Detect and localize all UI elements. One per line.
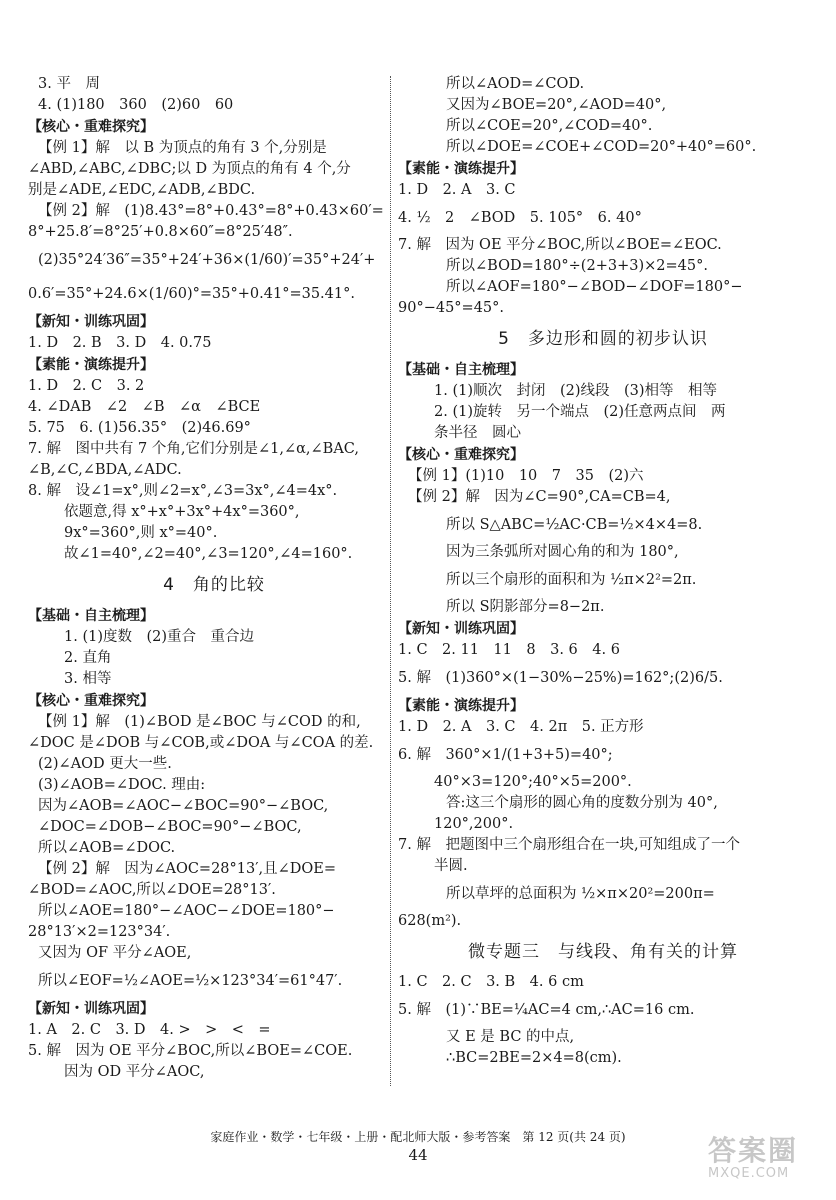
answer-line: 7. 解 图中共有 7 个角,它们分别是∠1,∠α,∠BAC, <box>28 441 359 457</box>
answer-line: 1. D 2. A 3. C <box>398 182 516 198</box>
answer-line: 所以 S△ABC=½AC·CB=½×4×4=8. <box>446 517 703 533</box>
answer-line: 别是∠ADE,∠EDC,∠ADB,∠BDC. <box>28 182 256 198</box>
answer-line: ∠DOC=∠DOB−∠BOC=90°−∠BOC, <box>38 819 302 835</box>
right-column <box>398 74 808 1069</box>
answer-line: 又因为∠BOE=20°,∠AOD=40°, <box>446 97 667 113</box>
section-heading: 【素能・演练提升】 <box>398 161 524 177</box>
answer-line: 【例 1】(1)10 10 7 35 (2)六 <box>408 468 644 484</box>
section-heading: 【核心・重难探究】 <box>28 693 154 709</box>
answer-line: 4. ∠DAB ∠2 ∠B ∠α ∠BCE <box>28 399 261 415</box>
section-heading: 【基础・自主梳理】 <box>398 362 524 378</box>
answer-line: 所以∠COE=20°,∠COD=40°. <box>446 118 653 134</box>
section-heading: 【素能・演练提升】 <box>398 698 524 714</box>
answer-line: 所以∠DOE=∠COE+∠COD=20°+40°=60°. <box>446 139 757 155</box>
section-heading: 【新知・训练巩固】 <box>398 621 524 637</box>
answer-line: 所以∠AOE=180°−∠AOC−∠DOE=180°− <box>38 903 335 919</box>
answer-line: 40°×3=120°;40°×5=200°. <box>434 774 632 790</box>
page-number: 44 <box>408 1146 428 1164</box>
answer-line: ∠DOC 是∠DOB 与∠COB,或∠DOA 与∠COA 的差. <box>28 735 374 751</box>
column-divider <box>390 76 391 1086</box>
answer-line: 628(m²). <box>398 913 462 929</box>
answer-line: 1. (1)顺次 封闭 (2)线段 (3)相等 相等 <box>434 383 718 399</box>
answer-line: 【例 2】解 因为∠C=90°,CA=CB=4, <box>408 489 671 505</box>
answer-line: 1. (1)度数 (2)重合 重合边 <box>64 629 255 645</box>
answer-line: 【例 1】解 以 B 为顶点的角有 3 个,分别是 <box>38 140 327 156</box>
answer-line: 1. D 2. B 3. D 4. 0.75 <box>28 335 212 351</box>
answer-line: ∠B,∠C,∠BDA,∠ADC. <box>28 462 182 478</box>
answer-line: 3. 相等 <box>64 671 112 687</box>
answer-line: 2. (1)旋转 另一个端点 (2)任意两点间 两 <box>434 404 726 420</box>
answer-line: 5. 75 6. (1)56.35° (2)46.69° <box>28 420 251 436</box>
watermark-logo <box>708 1136 826 1188</box>
chapter-title: 微专题三 与线段、角有关的计算 <box>468 942 738 962</box>
page-footer: 家庭作业・数学・七年级・上册・配北师大版・参考答案 第 12 页(共 24 页) <box>210 1130 626 1144</box>
answer-line: (2)∠AOD 更大一些. <box>38 756 172 772</box>
answer-line: 所以∠BOD=180°÷(2+3+3)×2=45°. <box>446 258 708 274</box>
chapter-title: 4 角的比较 <box>163 575 265 595</box>
answer-line: 1. D 2. C 3. 2 <box>28 378 145 394</box>
answer-line: 【例 1】解 (1)∠BOD 是∠BOC 与∠COD 的和, <box>38 714 361 730</box>
watermark-text: 答案圈 <box>708 1134 799 1167</box>
answer-line: 【例 2】解 因为∠AOC=28°13′,且∠DOE= <box>38 861 337 877</box>
answer-line: 8. 解 设∠1=x°,则∠2=x°,∠3=3x°,∠4=4x°. <box>28 483 338 499</box>
answer-line: 1. A 2. C 3. D 4. > > < = <box>28 1022 271 1038</box>
answer-line: ∠ABD,∠ABC,∠DBC;以 D 为顶点的角有 4 个,分 <box>28 161 351 177</box>
answer-line: 6. 解 360°×1/(1+3+5)=40°; <box>398 747 613 763</box>
section-heading: 【素能・演练提升】 <box>28 357 154 373</box>
answer-line: 所以∠AOD=∠COD. <box>446 76 585 92</box>
answer-line: 9x°=360°,则 x°=40°. <box>64 525 218 541</box>
answer-line: 4. (1)180 360 (2)60 60 <box>38 97 234 113</box>
answer-line: 5. 解 (1)∵BE=¼AC=4 cm,∴AC=16 cm. <box>398 1002 695 1018</box>
section-heading: 【新知・训练巩固】 <box>28 1001 154 1017</box>
answer-line: 90°−45°=45°. <box>398 300 505 316</box>
answer-line: 120°,200°. <box>434 816 514 832</box>
answer-line: 1. C 2. 11 11 8 3. 6 4. 6 <box>398 642 620 658</box>
answer-line: (2)35°24′36″=35°+24′+36×(1/60)′=35°+24′+ <box>38 252 376 268</box>
answer-line: 故∠1=40°,∠2=40°,∠3=120°,∠4=160°. <box>64 546 353 562</box>
answer-line: 28°13′×2=123°34′. <box>28 924 171 940</box>
left-column <box>28 74 400 1083</box>
answer-line: 依题意,得 x°+x°+3x°+4x°=360°, <box>64 504 300 520</box>
watermark-url: MXQE.COM <box>708 1166 790 1181</box>
answer-line: 5. 解 因为 OE 平分∠BOC,所以∠BOE=∠COE. <box>28 1043 353 1059</box>
answer-line: 0.6′=35°+24.6×(1/60)°=35°+0.41°=35.41°. <box>28 286 355 302</box>
answer-line: 7. 解 把题图中三个扇形组合在一块,可知组成了一个 <box>398 837 741 853</box>
section-heading: 【核心・重难探究】 <box>28 119 154 135</box>
answer-line: ∴BC=2BE=2×4=8(cm). <box>446 1050 622 1066</box>
answer-line: 答:这三个扇形的圆心角的度数分别为 40°, <box>446 795 718 811</box>
answer-line: 所以三个扇形的面积和为 ½π×2²=2π. <box>446 572 697 588</box>
answer-line: 所以∠EOF=½∠AOE=½×123°34′=61°47′. <box>38 973 343 989</box>
answer-line: 1. C 2. C 3. B 4. 6 cm <box>398 974 584 990</box>
answer-line: 2. 直角 <box>64 650 112 666</box>
answer-line: 又 E 是 BC 的中点, <box>446 1029 575 1045</box>
answer-line: 8°+25.8′=8°25′+0.8×60″=8°25′48″. <box>28 224 293 240</box>
answer-line: 【例 2】解 (1)8.43°=8°+0.43°=8°+0.43×60′= <box>38 203 384 219</box>
section-heading: 【核心・重难探究】 <box>398 447 524 463</box>
answer-line: 条半径 圆心 <box>434 425 521 441</box>
answer-line: 4. ½ 2 ∠BOD 5. 105° 6. 40° <box>398 210 642 226</box>
answer-line: 又因为 OF 平分∠AOE, <box>38 945 192 961</box>
answer-line: 所以 S阴影部分=8−2π. <box>446 599 605 615</box>
answer-line: 5. 解 (1)360°×(1−30%−25%)=162°;(2)6/5. <box>398 670 723 686</box>
answer-line: 3. 平 周 <box>38 76 100 92</box>
section-heading: 【基础・自主梳理】 <box>28 608 154 624</box>
answer-line: 1. D 2. A 3. C 4. 2π 5. 正方形 <box>398 719 644 735</box>
answer-line: 因为 OD 平分∠AOC, <box>64 1064 205 1080</box>
answer-line: (3)∠AOB=∠DOC. 理由: <box>38 777 206 793</box>
answer-line: ∠BOD=∠AOC,所以∠DOE=28°13′. <box>28 882 276 898</box>
answer-line: 所以∠AOB=∠DOC. <box>38 840 176 856</box>
chapter-title: 5 多边形和圆的初步认识 <box>498 329 708 349</box>
answer-line: 因为∠AOB=∠AOC−∠BOC=90°−∠BOC, <box>38 798 329 814</box>
answer-line: 7. 解 因为 OE 平分∠BOC,所以∠BOE=∠EOC. <box>398 237 722 253</box>
answer-line: 所以∠AOF=180°−∠BOD−∠DOF=180°− <box>446 279 743 295</box>
answer-line: 因为三条弧所对圆心角的和为 180°, <box>446 544 679 560</box>
answer-line: 所以草坪的总面积为 ½×π×20²=200π= <box>446 886 715 902</box>
section-heading: 【新知・训练巩固】 <box>28 314 154 330</box>
answer-line: 半圆. <box>434 858 468 874</box>
